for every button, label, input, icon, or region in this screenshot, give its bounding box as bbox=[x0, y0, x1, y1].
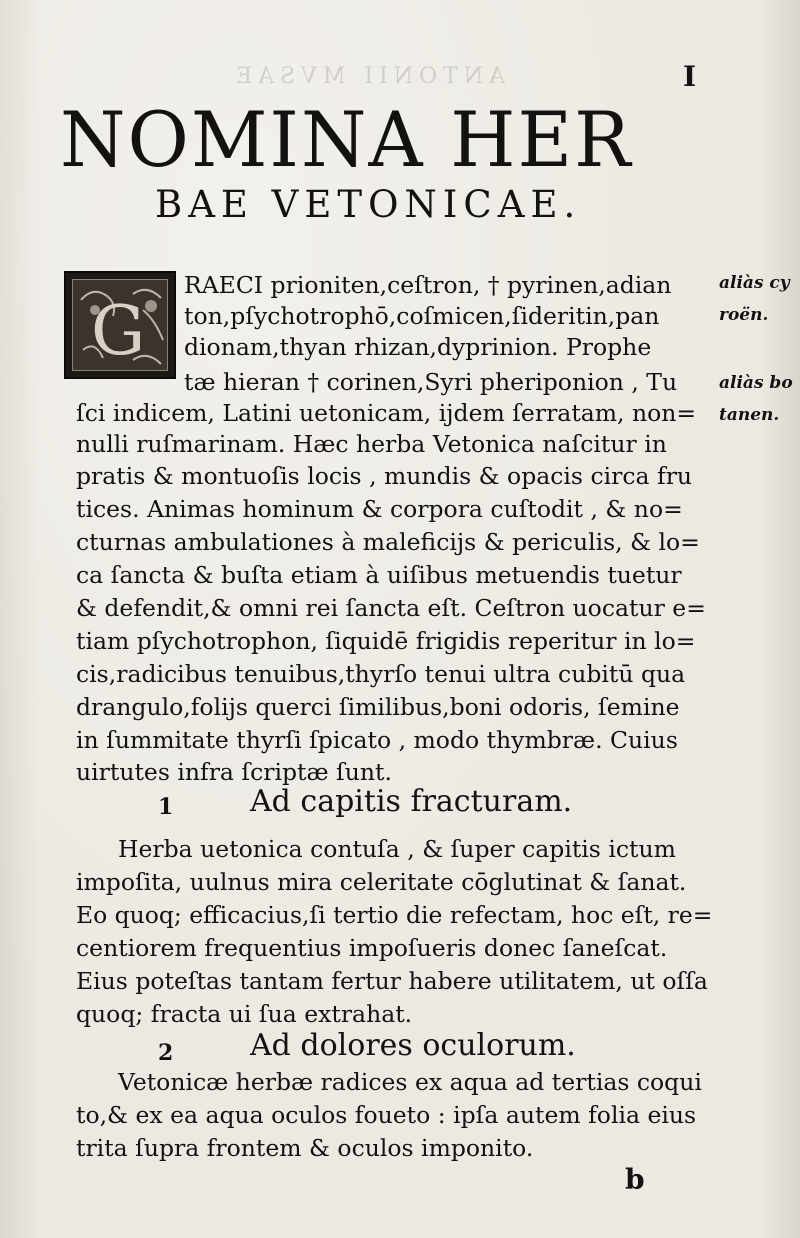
margin-note: aliàs bo bbox=[719, 373, 793, 393]
text-line: quoq; fracta ui ſua extrahat. bbox=[76, 1000, 413, 1028]
text-line: & defendit,& omni rei ſancta eſt. Ceſtron uocatur e= bbox=[76, 594, 706, 622]
initial-letter: G bbox=[91, 292, 146, 371]
text-line: cis,radicibus tenuibus,thyrſo tenui ultra cubitū qua bbox=[76, 660, 686, 688]
margin-note: aliàs cy bbox=[719, 273, 790, 293]
text-line: nulli ruſmarinam. Hæc herba Vetonica naſcitur in bbox=[76, 430, 667, 458]
text-line: Eius poteſtas tantam fertur habere utilitatem, ut oſſa bbox=[76, 967, 708, 995]
section-number: 1 bbox=[158, 794, 174, 820]
text-line: Herba uetonica contuſa , & ſuper capitis ictum bbox=[118, 835, 676, 863]
text-line: tices. Animas hominum & corpora cuſtodit , & no= bbox=[76, 495, 683, 523]
text-line: trita ſupra frontem & oculos imponito. bbox=[76, 1134, 534, 1162]
text-line: Vetonicæ herbæ radices ex aqua ad tertias coqui bbox=[118, 1068, 702, 1096]
margin-note: tanen. bbox=[719, 405, 780, 425]
page-title-line1: NOMINA HER bbox=[60, 95, 633, 184]
text-line: cturnas ambulationes à maleficijs & periculis, & lo= bbox=[76, 528, 700, 556]
decorated-initial bbox=[64, 271, 176, 379]
text-line: impoſita, uulnus mira celeritate cōglutinat & ſanat. bbox=[76, 868, 687, 896]
signature-mark: b bbox=[625, 1163, 645, 1196]
text-line: pratis & montuoſis locis , mundis & opacis circa fru bbox=[76, 462, 693, 490]
text-line: tæ hieran † corinen,Syri pheriponion , Tu bbox=[184, 368, 678, 396]
text-line: centiorem frequentius impoſueris donec ſaneſcat. bbox=[76, 934, 668, 962]
text-line: uirtutes infra ſcriptæ ſunt. bbox=[76, 758, 392, 786]
section-number: 2 bbox=[158, 1040, 174, 1066]
section-heading: Ad dolores oculorum. bbox=[250, 1028, 576, 1063]
section-heading: Ad capitis fracturam. bbox=[250, 784, 573, 819]
text-line: to,& ex ea aqua oculos foueto : ipſa autem folia eius bbox=[76, 1101, 697, 1129]
folio-number: I bbox=[683, 60, 697, 93]
text-line: RAECI prioniten,ceſtron, † pyrinen,adian bbox=[184, 271, 672, 299]
text-line: drangulo,folijs querci ſimilibus,boni odoris, ſemine bbox=[76, 693, 680, 721]
page-title-line2: BAE VETONICAE. bbox=[155, 183, 582, 226]
show-through-running-head: ANTONII MVSAE bbox=[230, 64, 505, 89]
text-line: in ſummitate thyrſi ſpicato , modo thymbræ. Cuius bbox=[76, 726, 678, 754]
text-line: dionam,thyan rhizan,dyprinion. Prophe bbox=[184, 333, 652, 361]
margin-note: roën. bbox=[719, 305, 769, 325]
text-line: ton,pſychotrophō,coſmicen,ſideritin,pan bbox=[184, 302, 660, 330]
text-line: tiam pſychotrophon, ſiquidē frigidis reperitur in lo= bbox=[76, 627, 696, 655]
text-line: Eo quoq; efficacius,ſi tertio die refectam, hoc eſt, re= bbox=[76, 901, 713, 929]
text-line: ca ſancta & buſta etiam à uiſibus metuendis tuetur bbox=[76, 561, 682, 589]
initial-frame bbox=[72, 279, 168, 371]
text-line: ſci indicem, Latini uetonicam, ijdem ſerratam, non= bbox=[76, 399, 697, 427]
